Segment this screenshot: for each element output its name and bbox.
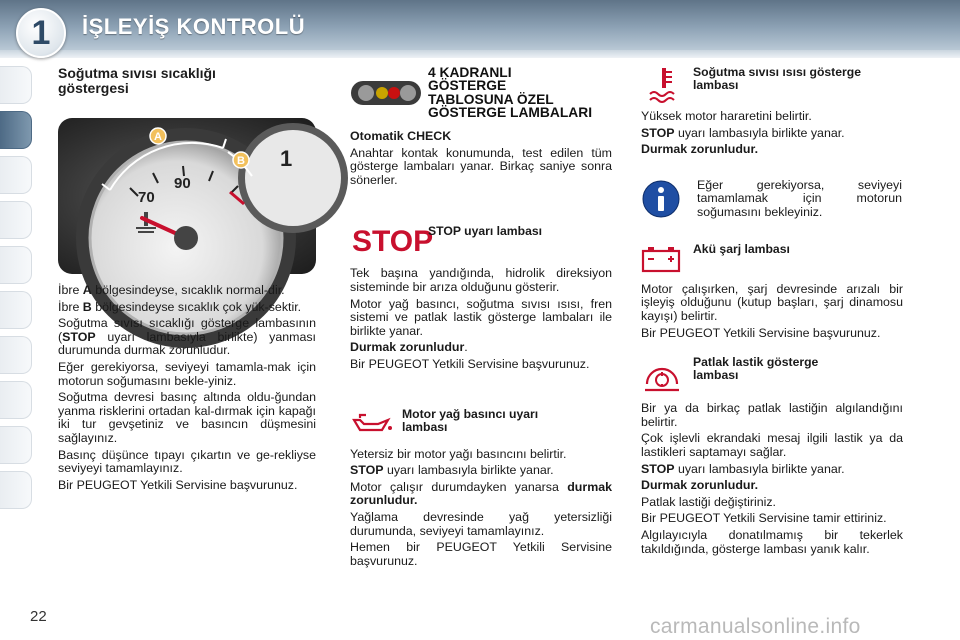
side-tab[interactable] (0, 336, 32, 374)
side-tab[interactable] (0, 291, 32, 329)
side-tab[interactable] (0, 66, 32, 104)
auto-check-text: Anahtar kontak konumunda, test edilen tüm gösterge lambaları yanar. Birkaç saniye sonra sönerler. (350, 145, 612, 187)
paragraph-zone-a: İbre A bölgesindeyse, sıcaklık normal-dir. (58, 283, 285, 297)
coolant-gauge-photo (58, 118, 316, 274)
watermark: carmanualsonline.info (650, 615, 861, 638)
info-icon (641, 179, 697, 224)
oil-can-icon (350, 408, 402, 439)
flat-tyre-icon (641, 356, 693, 401)
paragraph-pressure: Soğutma devresi basınç altında oldu-ğundan yanma risklerini ortadan kal-dırmak için kapağı iki tur gevşetiniz ve basıncın düşmesini sağlayınız. (58, 390, 316, 445)
tyre-text-7: Algılayıcıyla donatılmamış bir tekerlek takıldığında, gösterge lambası yanık kalır. (641, 527, 903, 556)
side-tab[interactable] (0, 381, 32, 419)
flat-tyre-lamp-heading: Patlak lastik gösterge lambası (693, 355, 819, 383)
auto-check-heading: Otomatik CHECK (350, 129, 452, 143)
header-divider (0, 50, 960, 58)
side-tab[interactable] (0, 471, 32, 509)
column-other-lamps (641, 66, 903, 559)
four-dial-cluster-icon (350, 80, 428, 111)
page-number: 22 (30, 608, 47, 625)
stop-must-stop: Durmak zorunludur. (350, 340, 468, 355)
paragraph-cool-down: Eğer gerekiyorsa, seviyeyi tamamla-mak için motorun soğumasını bekle-yiniz. (58, 359, 316, 388)
side-tab[interactable] (0, 426, 32, 464)
oil-lamp-heading: Motor yağ basıncı uyarı lambası (402, 406, 539, 434)
section-title-four-dial: 4 KADRANLI GÖSTERGE TABLOSUNA ÖZEL GÖSTERGE LAMBALARI (428, 65, 593, 121)
battery-icon (641, 243, 693, 278)
oil-text-1: Yetersiz bir motor yağı basıncını belirtir. (350, 446, 567, 461)
coolant-temp-lamp-heading: Soğutma sıvısı ısısı gösterge lambası (693, 65, 861, 92)
stop-warning-icon (350, 221, 434, 260)
coolant-gauge-illustration (58, 118, 316, 274)
gauge-label-a: A (154, 131, 162, 143)
paragraph-warning-stop: Soğutma sıvısı sıcaklığı gösterge lambasının (STOP uyarı lambasıyla birlikte) yanması durumunda durmak zorunludur. (58, 316, 316, 358)
side-tab[interactable] (0, 201, 32, 239)
tyre-must-stop: Durmak zorunludur. (641, 478, 759, 493)
page-title: İŞLEYİŞ KONTROLÜ (82, 14, 306, 39)
info-cool-down-text: Eğer gerekiyorsa, seviyeyi tamamlamak için motorun soğumasını bekleyiniz. (697, 177, 902, 219)
coolant-temperature-icon (641, 66, 693, 109)
tyre-text-2: Çok işlevli ekrandaki mesaj ilgili lastik ya da lastikleri saptamayı sağlar. (641, 431, 903, 459)
paragraph-zone-b: İbre B bölgesindeyse sıcaklık çok yük-sektir. (58, 299, 302, 314)
tyre-text-1: Bir ya da birkaç patlak lastiğin algılandığını belirtir. (641, 401, 903, 429)
gauge-label-b: B (237, 155, 245, 167)
column-coolant-gauge (58, 66, 316, 495)
side-tab[interactable] (0, 246, 32, 284)
section-title-coolant-gauge: Soğutma sıvısı sıcaklığı göstergesi (58, 65, 216, 96)
gauge-tick-1: 1 (280, 146, 293, 171)
coolant-temp-text-2: STOP uyarı lambasıyla birlikte yanar. (641, 125, 845, 140)
oil-text-5: Hemen bir PEUGEOT Yetkili Servisine başvurunuz. (350, 540, 612, 568)
stop-text-3: Bir PEUGEOT Yetkili Servisine başvurunuz. (350, 356, 590, 371)
column-warning-lamps (350, 66, 612, 571)
side-tab[interactable] (0, 156, 32, 194)
stop-text-2: Motor yağ basıncı, soğutma sıvısı ısısı, fren sistemi ve patlak lastik gösterge lambaları ile birlikte yanar. (350, 296, 612, 338)
coolant-temp-must-stop: Durmak zorunludur. (641, 142, 759, 157)
stop-text-1: Tek başına yandığında, hidrolik direksiyon sisteminde bir arıza olduğunu gösterir. (350, 266, 612, 294)
stop-icon-text: STOP (352, 225, 434, 259)
battery-text-1: Motor çalışırken, şarj devresinde arızalı bir işleyiş olduğunu (kutup başları, şarj dinamosu kayışı) belirtir. (641, 281, 903, 323)
stop-lamp-heading: STOP uyarı lambası (428, 224, 543, 239)
gauge-tick-90: 90 (174, 175, 191, 192)
tyre-text-3: STOP uyarı lambasıyla birlikte yanar. (641, 461, 845, 476)
battery-text-2: Bir PEUGEOT Yetkili Servisine başvurunuz. (641, 325, 881, 340)
tyre-text-6: Bir PEUGEOT Yetkili Servisine tamir ettiriniz. (641, 511, 887, 526)
chapter-badge (16, 8, 66, 58)
oil-text-3: Motor çalışır durumdayken yanarsa durmak zorunludur. (350, 479, 612, 508)
chapter-number: 1 (31, 13, 51, 52)
gauge-tick-70: 70 (138, 189, 155, 206)
oil-text-2: STOP uyarı lambasıyla birlikte yanar. (350, 463, 554, 478)
side-tab-active[interactable] (0, 111, 32, 149)
chapter-side-tabs (0, 66, 32, 516)
tyre-text-5: Patlak lastiği değiştiriniz. (641, 494, 776, 509)
paragraph-top-up: Basınç düşünce tıpayı çıkartın ve ge-rekliyse seviyeyi tamamlayınız. (58, 447, 316, 476)
paragraph-contact-dealer: Bir PEUGEOT Yetkili Servisine başvurunuz. (58, 477, 298, 492)
oil-text-4: Yağlama devresinde yağ yetersizliği durumunda, seviyeyi tamamlayınız. (350, 509, 612, 538)
coolant-temp-text-1: Yüksek motor hararetini belirtir. (641, 109, 812, 123)
battery-lamp-heading: Akü şarj lambası (693, 241, 790, 256)
